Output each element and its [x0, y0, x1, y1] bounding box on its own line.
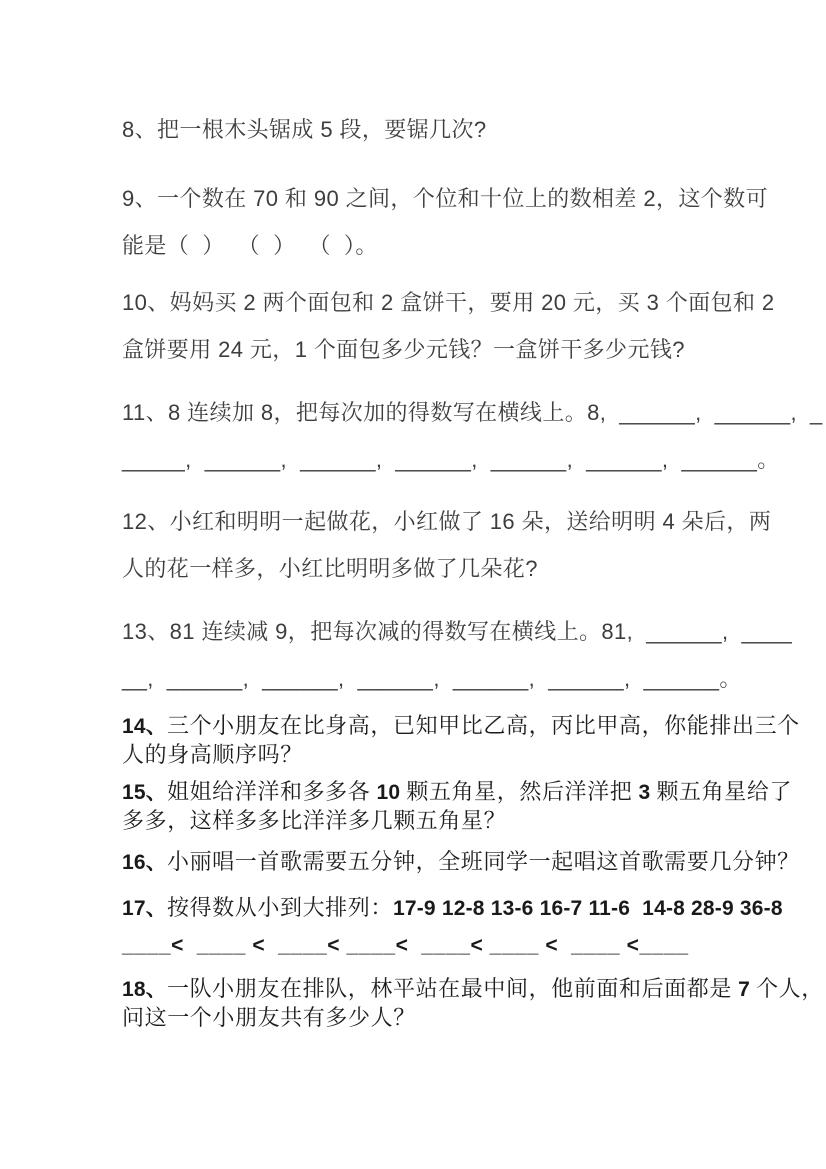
problem-8	[122, 106, 728, 153]
problem-18-number: 18、	[122, 978, 167, 1001]
problem-12	[122, 498, 772, 592]
problem-13-blanks-line: __, ______, ______, ______, ______, ______, ______。	[122, 666, 742, 691]
problem-9-line-2: 能是（ ） （ ） （ ）。	[122, 233, 378, 258]
problem-11-line-1: 11、8 连续加 8，把每次加的得数写在横线上。8, ______, ______, _	[122, 400, 823, 425]
problem-15-value-10: 10	[376, 781, 401, 804]
problem-18-line-2: 问这一个小朋友共有多少人？	[122, 1005, 416, 1030]
problem-13-line-1: 13、81 连续减 9，把每次减的得数写在横线上。81, ______, ____	[122, 619, 793, 644]
problem-15-number: 15、	[122, 781, 167, 804]
problem-17	[122, 894, 783, 960]
problem-16-number: 16、	[122, 851, 167, 874]
problem-15	[122, 778, 793, 835]
problem-14-line-2: 人的身高顺序吗？	[122, 742, 303, 767]
problem-16	[122, 848, 800, 877]
problem-10-line-1: 10、妈妈买 2 两个面包和 2 盒饼干，要用 20 元，买 3 个面包和 2	[122, 290, 775, 315]
problem-17-text-1: 按得数从小到大排列：	[166, 895, 393, 920]
problem-18-line-1	[122, 975, 824, 1004]
problem-18-text-1a: 一队小朋友在排队，林平站在最中间，他前面和后面都是	[166, 976, 739, 1001]
problem-18	[122, 975, 824, 1032]
problem-15-line-1	[122, 778, 793, 807]
problem-14-text-1: 三个小朋友在比身高，已知甲比乙高，丙比甲高，你能排出三个	[166, 713, 800, 738]
problem-15-text-1a: 姐姐给洋洋和多多各	[166, 779, 377, 804]
problem-15-text-1c: 颗五角星给了	[650, 779, 793, 804]
problem-16-text-1: 小丽唱一首歌需要五分钟，全班同学一起唱这首歌需要几分钟？	[166, 849, 800, 874]
problem-9	[122, 175, 768, 269]
problem-15-value-3: 3	[638, 781, 651, 804]
problem-18-text-1b: 个人，	[749, 976, 824, 1001]
problem-12-line-1: 12、小红和明明一起做花，小红做了 16 朵，送给明明 4 朵后，两	[122, 509, 772, 534]
problem-13	[122, 608, 793, 702]
problem-17-number: 17、	[122, 897, 167, 920]
problem-15-text-1b: 颗五角星，然后洋洋把	[400, 779, 639, 804]
problem-11	[122, 389, 823, 483]
problem-10	[122, 279, 775, 373]
problem-15-line-2: 多多，这样多多比洋洋多几颗五角星？	[122, 808, 507, 833]
problem-17-line-1	[122, 894, 783, 923]
problem-10-line-2: 盒饼要用 24 元，1 个面包多少元钱？一盒饼干多少元钱?	[122, 337, 685, 362]
problem-14-number: 14、	[122, 715, 167, 738]
problem-8-line-1: 8、把一根木头锯成 5 段，要锯几次?	[122, 117, 487, 142]
problem-17-expressions: 17-9 12-8 13-6 16-7 11-6 14-8 28-9 36-8	[392, 897, 783, 920]
problem-14-line-1	[122, 712, 800, 741]
problem-18-value-7: 7	[738, 978, 750, 1001]
problem-9-line-1: 9、一个数在 70 和 90 之间，个位和十位上的数相差 2，这个数可	[122, 186, 768, 211]
problem-14	[122, 712, 800, 769]
problem-11-blanks-line: _____, ______, ______, ______, ______, ______, ______。	[122, 447, 780, 472]
problem-17-answer-blanks: ____< ____ < ____< ____< ____< ____ < ____ <____	[122, 934, 689, 957]
problem-16-line-1	[122, 848, 800, 877]
problem-12-line-2: 人的花一样多，小红比明明多做了几朵花?	[122, 556, 538, 581]
